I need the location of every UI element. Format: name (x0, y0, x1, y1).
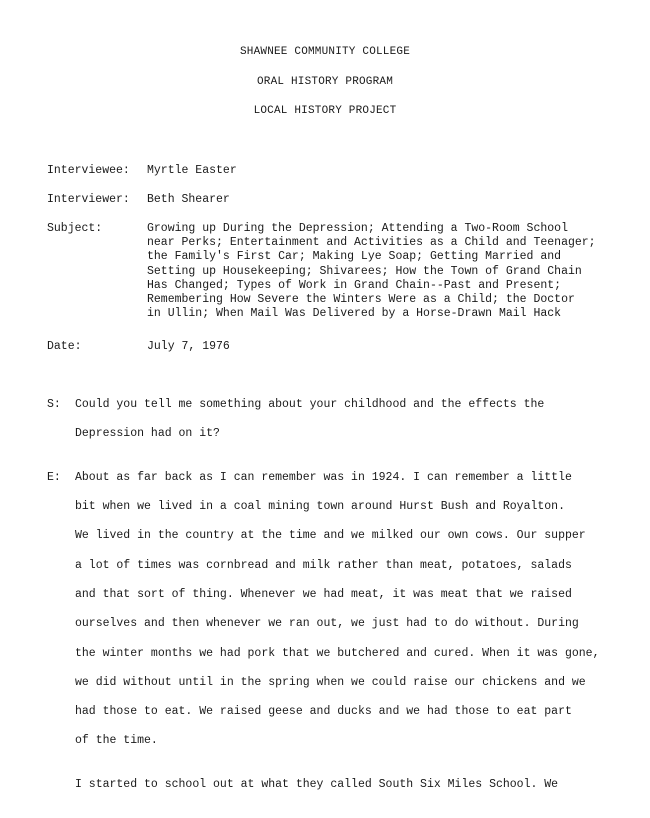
subject-line: Remembering How Severe the Winters Were as a Child; the Doctor (147, 292, 575, 306)
answer-line: of the time. (75, 734, 158, 747)
speaker-s: S: (47, 398, 61, 411)
speaker-e: E: (47, 471, 61, 484)
subject-line: near Perks; Entertainment and Activities as a Child and Teenager; (147, 236, 596, 250)
answer-line: we did without until in the spring when we could raise our chickens and we (75, 676, 586, 689)
subject-line: Growing up During the Depression; Attending a Two-Room School (147, 222, 568, 235)
answer-line: ourselves and then whenever we ran out, we just had to do without. During (75, 617, 579, 630)
program-name: ORAL HISTORY PROGRAM (256, 76, 394, 88)
question-line: Depression had on it? (75, 427, 220, 440)
subject-line: the Family's First Car; Making Lye Soap; Getting Married and (147, 250, 562, 264)
college-name: SHAWNEE COMMUNITY COLLEGE (239, 46, 411, 58)
interviewer-label: Interviewer: (47, 193, 130, 206)
subject-text (147, 222, 627, 321)
date-label: Date: (47, 340, 82, 353)
subject-line: Has Changed; Types of Work in Grand Chain--Past and Present; (147, 278, 562, 292)
answer-line: and that sort of thing. Whenever we had meat, it was meat that we raised (75, 588, 572, 601)
interviewee-label: Interviewee: (47, 164, 130, 177)
subject-line: in Ullin; When Mail Was Delivered by a Horse-Drawn Mail Hack (147, 307, 562, 321)
interviewer-name: Beth Shearer (147, 193, 230, 206)
answer-line: bit when we lived in a coal mining town around Hurst Bush and Royalton. (75, 500, 565, 513)
interviewee-name: Myrtle Easter (147, 164, 237, 177)
question-line: Could you tell me something about your childhood and the effects the (75, 398, 545, 411)
answer-line: the winter months we had pork that we butchered and cured. When it was gone, (75, 647, 600, 660)
answer-line: had those to eat. We raised geese and ducks and we had those to eat part (75, 705, 572, 718)
project-name: LOCAL HISTORY PROJECT (253, 105, 397, 117)
subject-line: Setting up Housekeeping; Shivarees; How the Town of Grand Chain (147, 264, 582, 278)
answer-line: a lot of times was cornbread and milk rather than meat, potatoes, salads (75, 559, 572, 572)
answer-paragraph-start: I started to school out at what they called South Six Miles School. We (75, 778, 559, 791)
subject-label: Subject: (47, 222, 103, 235)
answer-line: We lived in the country at the time and we milked our own cows. Our supper (75, 529, 586, 542)
interview-date: July 7, 1976 (147, 340, 230, 353)
answer-line: About as far back as I can remember was in 1924. I can remember a little (75, 471, 572, 484)
